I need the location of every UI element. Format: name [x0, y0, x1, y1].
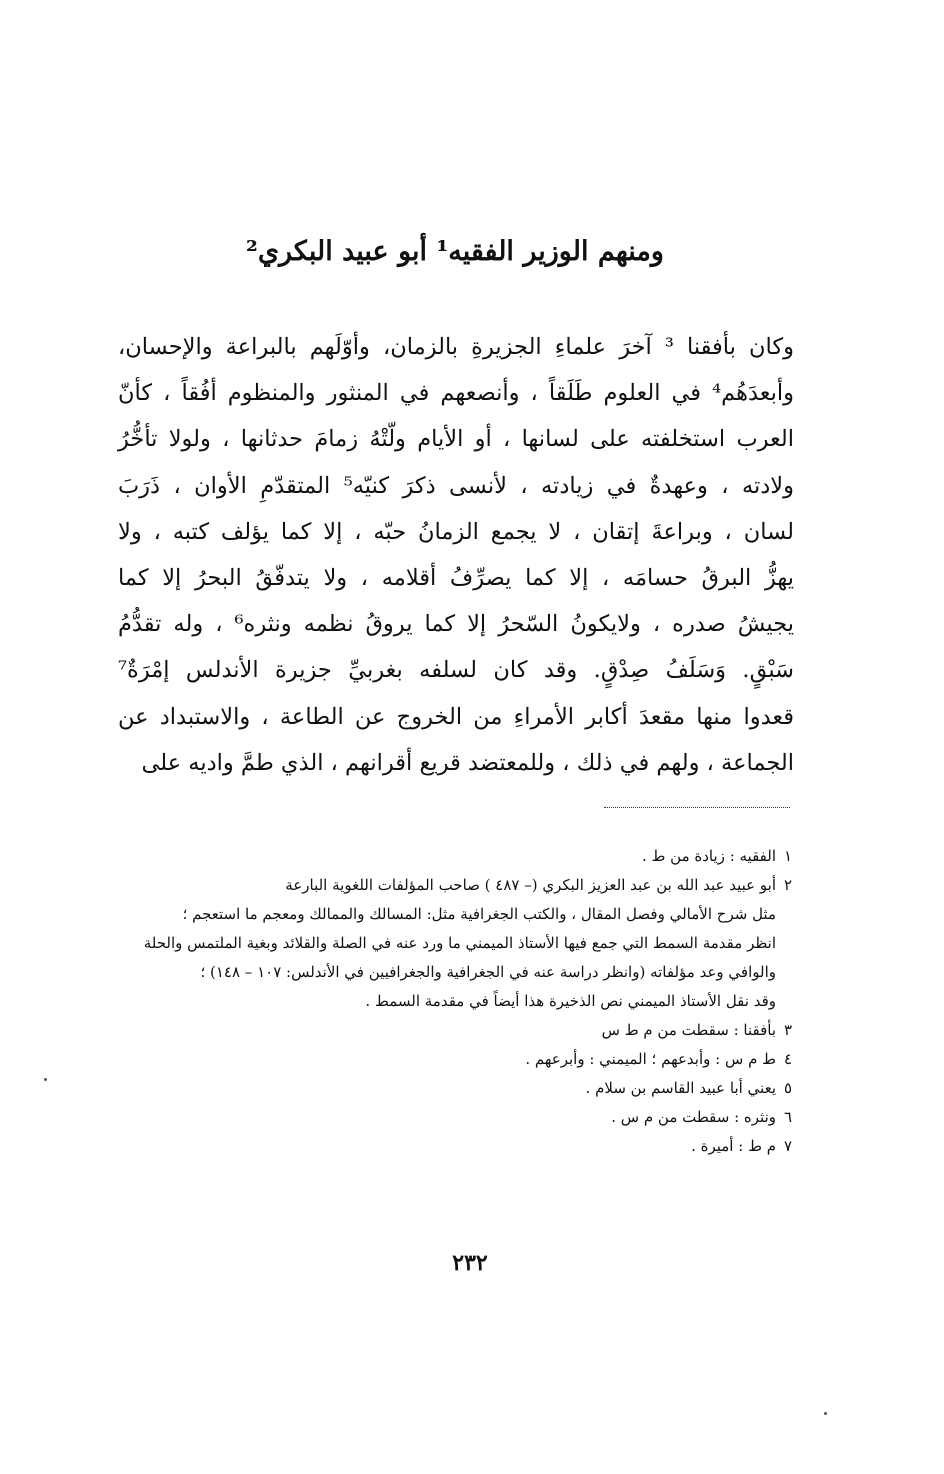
footnote-text: بأفقنا : سقطت من م ط س [601, 1021, 776, 1039]
body-line: يهزُّ البرقُ حسامَه ، إلا كما يصرِّفُ أقلامه ، ولا يتدفّقُ البحرُ إلا كما [118, 564, 794, 591]
footnote-number: ٢ [783, 876, 792, 894]
footnote-text: مثل شرح الأمالي وفصل المقال ، والكتب الجغرافية مثل: المسالك والممالك ومعجم ما استعجم ؛ [182, 905, 776, 923]
footnote-text: وقد نقل الأستاذ الميمني نص الذخيرة هذا أيضاً في مقدمة السمط . [365, 992, 776, 1010]
footnote-3 [120, 1016, 792, 1045]
footnote-number: ٤ [783, 1050, 792, 1068]
footnote-text: يعني أبا عبيد القاسم بن سلام . [585, 1079, 776, 1097]
footnote-text: م ط : أميرة . [691, 1137, 776, 1155]
body-line: العرب استخلفته على لسانها ، أو الأيام ولّتْهُ زمامَ حدثانها ، ولولا تأخُّرُ [118, 426, 794, 453]
body-line: قعدوا منها مقعدَ أكابر الأمراءِ من الخروج عن الطاعة ، والاستبداد عن [118, 703, 794, 730]
footnote-divider [604, 807, 790, 808]
section-heading: ومنهم الوزير الفقيه¹ أبو عبيد البكري² [246, 236, 664, 267]
body-text [118, 324, 794, 786]
body-line: يجيشُ صدره ، ولايكونُ السّحرُ إلا كما يروقُ نظمه ونثره⁶ ، وله تقدُّمُ [118, 611, 795, 638]
footnote-number: ٣ [783, 1021, 792, 1039]
footnote-1 [120, 842, 792, 871]
page-number: ٢٣٢ [452, 1250, 488, 1276]
footnote-text: ط م س : وأبدعهم ؛ الميمني : وأبرعهم . [525, 1050, 776, 1068]
body-line: لسان ، وبراعةَ إتقان ، لا يجمع الزمانُ حبّه ، إلا كما يؤلف كتبه ، ولا [118, 518, 794, 545]
footnote-text: ونثره : سقطت من م س . [611, 1108, 776, 1126]
footnote-text: أبو عبيد عبد الله بن عبد العزيز البكري (– ٤٨٧ ) صاحب المؤلفات اللغوية البارعة [285, 876, 776, 894]
body-line: ولادته ، وعهدةٌ في زيادته ، لأنسى ذكرَ كنيّه⁵ المتقدّمِ الأوان ، ذَرَبَ [118, 472, 794, 499]
footnote-text: انظر مقدمة السمط التي جمع فيها الأستاذ الميمني ما ورد عنه في الصلة والقلائد وبغية الملتمس والحلة [143, 934, 776, 952]
footnote-number: ٦ [783, 1108, 792, 1126]
footnote-2 [120, 871, 792, 900]
footnote-text: والوافي وعد مؤلفاته (وانظر دراسة عنه في الجغرافية والجغرافيين في الأندلس: ١٠٧ – ١٤٨) ؛ [200, 963, 776, 981]
footnotes [120, 842, 792, 1161]
footnote-number: ٥ [783, 1079, 792, 1097]
footnote-7 [120, 1132, 792, 1161]
footnote-6 [120, 1103, 792, 1132]
footnote-text: الفقيه : زيادة من ط . [642, 847, 776, 865]
footnote-5 [120, 1074, 792, 1103]
body-line: وأبعدَهُم⁴ في العلوم طَلَقاً ، وأنصعهم في المنثور والمنظوم أفُقاً ، كأنّ [118, 380, 794, 407]
footnote-number: ٧ [783, 1137, 792, 1155]
body-line: وكان بأفقنا ³ آخرَ علماءِ الجزيرةِ بالزمان، وأوّلَهم بالبراعة والإحسان، [118, 334, 794, 360]
scan-speck [824, 1412, 827, 1415]
footnote-number: ١ [783, 847, 792, 865]
scan-speck [44, 1078, 47, 1081]
body-line: الجماعة ، ولهم في ذلك ، وللمعتضد قريع أقرانهم ، الذي طمَّ واديه على [141, 749, 794, 776]
body-line: سَبْقٍ. وَسَلَفُ صِدْقٍ. وقد كان لسلفه بغربيِّ جزيرة الأندلس إمْرَةٌ⁷ [118, 657, 794, 684]
footnote-4 [120, 1045, 792, 1074]
